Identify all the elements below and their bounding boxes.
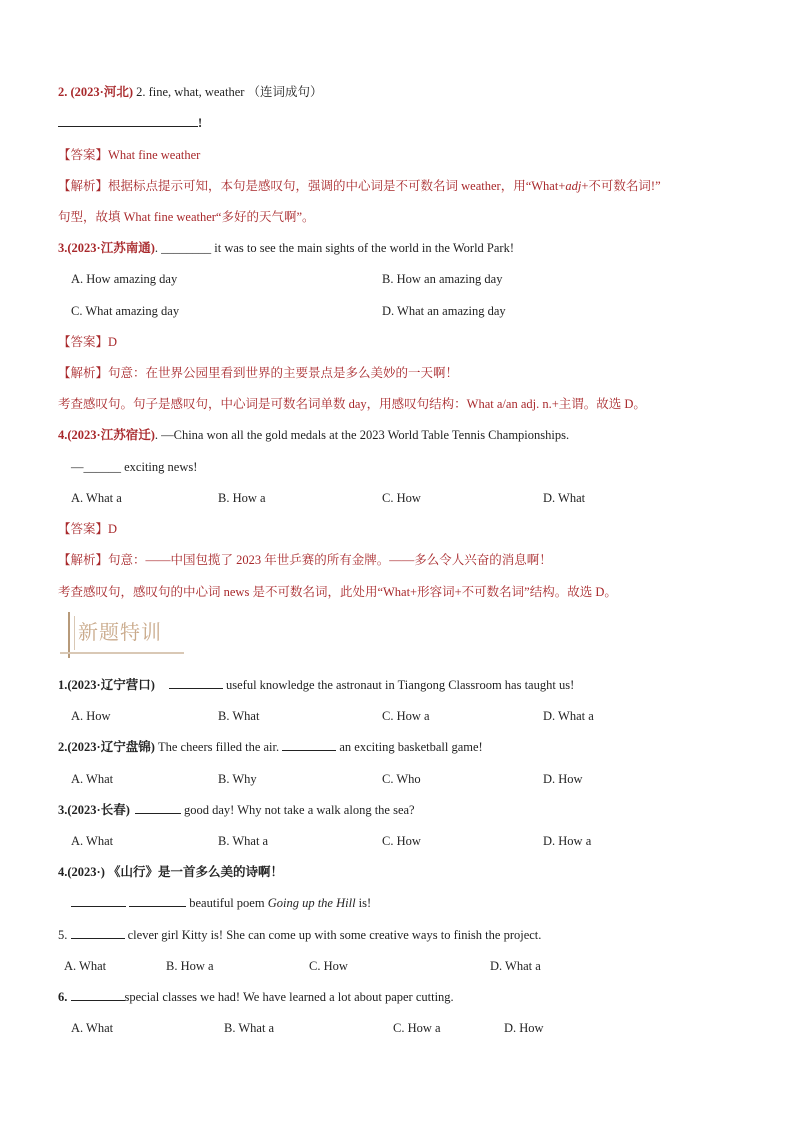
analysis-line — [58, 552, 552, 568]
analysis-label: 【解析】 — [58, 366, 109, 380]
option-a[interactable]: A. How — [71, 709, 111, 723]
question-number: 3.(2023·长春) — [58, 803, 130, 817]
option-b[interactable]: B. How a — [166, 959, 214, 973]
answer-line — [58, 334, 117, 350]
option-d[interactable]: D. How a — [543, 834, 592, 848]
option-c[interactable]: C. How a — [393, 1021, 441, 1035]
new-question-4 — [58, 864, 283, 880]
analysis-line-2 — [58, 209, 315, 225]
option-a[interactable]: A. What — [71, 772, 114, 786]
option-c[interactable]: C. Who — [382, 772, 421, 786]
option-d[interactable]: D. What — [543, 491, 586, 505]
new-question-1 — [58, 677, 574, 693]
question-text: The cheers filled the air. — [154, 740, 283, 754]
question-number: 4.(2023·) — [58, 865, 105, 879]
question-3 — [58, 240, 514, 256]
question-text: an exciting basketball game! — [336, 740, 483, 754]
question-text: . —China won all the gold medals at the 2023 World Table Tennis Championships. — [154, 428, 570, 442]
analysis-adj: adj — [565, 179, 582, 193]
section-heading-text: 新题特训 — [78, 620, 162, 644]
answer-blank[interactable] — [71, 927, 125, 939]
analysis-text: 考查感叹句。句子是感叹句，中心词是可数名词单数 day，用感叹句结构：What a/an adj. n.+主谓。故选 D。 — [58, 397, 646, 411]
question-text: 《山行》是一首多么美的诗啊！ — [104, 865, 284, 879]
question-number: 4.(2023·江苏宿迁) — [58, 428, 155, 442]
answer-blank[interactable] — [135, 802, 181, 814]
option-a[interactable]: A. What — [71, 834, 114, 848]
option-b[interactable]: B. How a — [218, 491, 266, 505]
option-c[interactable]: C. How — [309, 959, 348, 973]
analysis-line-2 — [58, 584, 617, 600]
option-b[interactable]: B. What — [218, 709, 260, 723]
question-2 — [58, 84, 323, 100]
option-d[interactable]: D. What a — [490, 959, 541, 973]
option-c[interactable]: C. What amazing day — [71, 304, 180, 318]
question-number: 2.(2023·辽宁盘锦) — [58, 740, 155, 754]
new-question-4-sentence — [71, 895, 371, 911]
question-number: 1.(2023·辽宁营口) — [58, 678, 155, 692]
option-d[interactable]: D. How — [543, 772, 583, 786]
answer-value: D — [108, 335, 118, 349]
heading-divider — [60, 652, 184, 654]
option-c[interactable]: C. How — [382, 491, 421, 505]
new-question-3 — [58, 802, 415, 818]
question-4 — [58, 427, 569, 443]
option-b[interactable]: B. What a — [218, 834, 269, 848]
question-number: 2. (2023·河北) — [58, 85, 133, 99]
question-text: 2. fine, what, weather （连词成句） — [133, 85, 323, 99]
analysis-text: 句意：——中国包揽了 2023 年世乒赛的所有金牌。——多么令人兴奋的消息啊！ — [108, 553, 552, 567]
answer-blank[interactable] — [282, 739, 336, 751]
analysis-label: 【解析】 — [58, 553, 109, 567]
answer-blank[interactable] — [129, 895, 186, 907]
question-text: . ________ it was to see the main sights of the world in the World Park! — [154, 241, 515, 255]
analysis-label: 【解析】 — [58, 179, 109, 193]
section-heading — [60, 612, 184, 658]
option-b[interactable]: B. What a — [224, 1021, 275, 1035]
answer-blank-line — [58, 115, 202, 131]
answer-blank — [58, 115, 198, 127]
analysis-text: 考查感叹句，感叹句的中心词 news 是不可数名词，此处用“What+形容词+不可数名词”结构。故选 D。 — [58, 585, 617, 599]
answer-value: What fine weather — [108, 148, 201, 162]
analysis-text: 句意：在世界公园里看到世界的主要景点是多么美妙的一天啊！ — [108, 366, 459, 380]
exclamation-mark: ! — [198, 116, 203, 130]
new-question-6 — [58, 989, 454, 1005]
option-c[interactable]: C. How — [382, 834, 421, 848]
option-a[interactable]: A. What — [64, 959, 107, 973]
option-d[interactable]: D. What an amazing day — [382, 304, 506, 318]
question-4-reply: —______ exciting news! — [71, 460, 198, 474]
analysis-line — [58, 365, 458, 381]
option-a[interactable]: A. What a — [71, 491, 122, 505]
option-b[interactable]: B. Why — [218, 772, 257, 786]
answer-line — [58, 147, 200, 163]
answer-value: D — [108, 522, 118, 536]
new-question-5 — [58, 927, 541, 943]
answer-line — [58, 521, 117, 537]
option-a[interactable]: A. What — [71, 1021, 114, 1035]
answer-label: 【答案】 — [58, 522, 109, 536]
poem-title: Going up the Hill — [267, 896, 356, 910]
analysis-text: 句型，故填 What fine weather“多好的天气啊”。 — [58, 210, 315, 224]
option-c[interactable]: C. How a — [382, 709, 430, 723]
answer-label: 【答案】 — [58, 335, 109, 349]
heading-divider — [74, 616, 75, 650]
answer-blank[interactable] — [71, 989, 125, 1001]
question-text: good day! Why not take a walk along the sea? — [180, 803, 415, 817]
question-number: 3.(2023·江苏南通) — [58, 241, 155, 255]
analysis-text-end: +不可数名词!” — [581, 179, 661, 193]
option-d[interactable]: D. How — [504, 1021, 544, 1035]
answer-blank[interactable] — [169, 677, 223, 689]
question-text: clever girl Kitty is! She can come up with some creative ways to finish the project. — [124, 928, 542, 942]
question-text: beautiful poem — [186, 896, 268, 910]
analysis-line — [58, 178, 661, 194]
question-text: special classes we had! We have learned a lot about paper cutting. — [124, 990, 454, 1004]
option-a[interactable]: A. How amazing day — [71, 272, 178, 286]
question-number: 6. — [58, 990, 71, 1004]
question-number: 5. — [58, 928, 71, 942]
option-d[interactable]: D. What a — [543, 709, 594, 723]
answer-label: 【答案】 — [58, 148, 109, 162]
question-text-end: is! — [355, 896, 372, 910]
analysis-line-2 — [58, 396, 646, 412]
option-b[interactable]: B. How an amazing day — [382, 272, 503, 286]
analysis-text: 根据标点提示可知，本句是感叹句，强调的中心词是不可数名词 weather，用“What+ — [108, 179, 566, 193]
answer-blank[interactable] — [71, 895, 126, 907]
question-text: useful knowledge the astronaut in Tiangong Classroom has taught us! — [222, 678, 575, 692]
new-question-2 — [58, 739, 483, 755]
